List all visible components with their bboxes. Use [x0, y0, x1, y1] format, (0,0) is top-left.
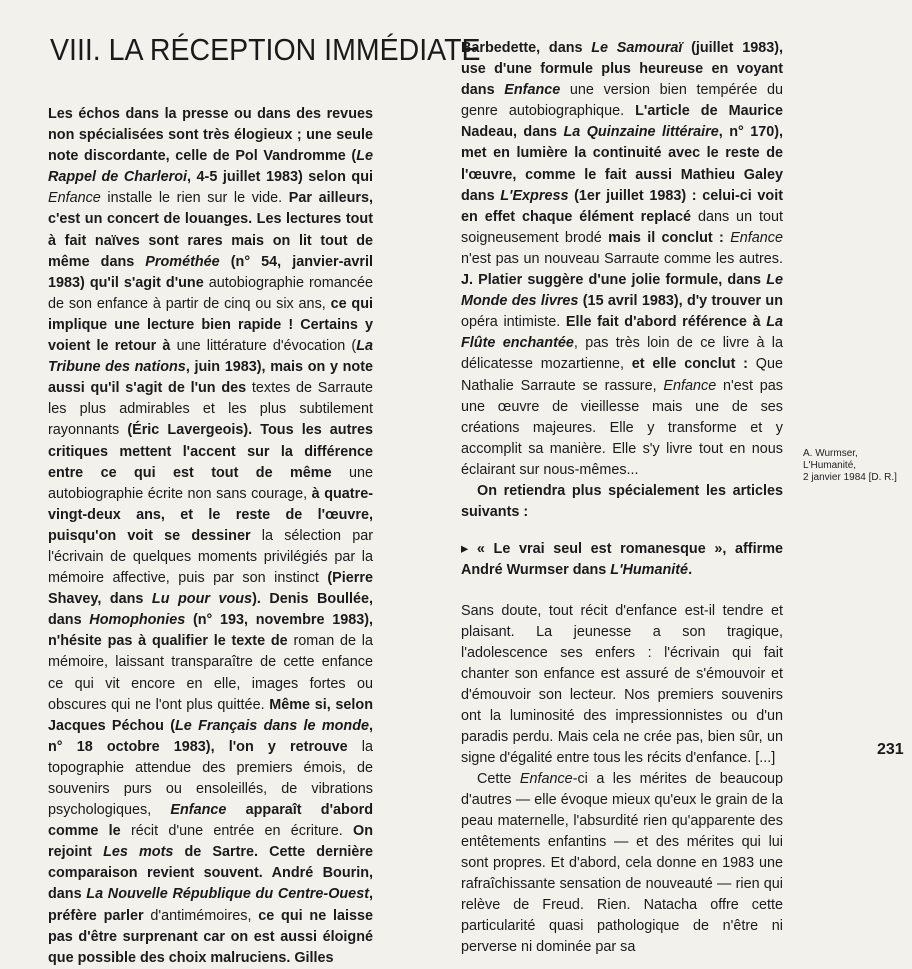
text-run: La Quinzaine littéraire	[563, 124, 719, 141]
text-run: -ci a les mérites de beaucoup d'autres — elle évoque mieux qu'eux le grain de la peau maternelle, l'absurdité rien qu'apparente des entêtements enfantins — et des mérites qui lui sont propres. Et d'abord, cela donne en 1983 une rafraîchissante sensation de nouveauté — rien qui relève de Freud. Rien. Natacha offre cette particularité quasi pathologique de n'être ni perverse ni dominée par sa	[461, 771, 783, 956]
text-run: Le Français dans le monde	[175, 717, 369, 734]
margin-note-line-2: 2 janvier 1984 [D. R.]	[803, 472, 897, 483]
text-run: n'est pas un nouveau Sarraute comme les autres.	[461, 250, 783, 267]
text-run: récit d'une entrée en écriture.	[130, 823, 354, 840]
text-run: , pas très loin de ce livre à la délicatesse mozartienne,	[461, 335, 783, 373]
text-run: mais il conclut :	[608, 229, 731, 246]
right-paragraph-1	[461, 38, 783, 481]
text-run: installe le rien sur le vide.	[100, 190, 289, 207]
lead-sentence: On retiendra plus spécialement les articles suivants :	[461, 482, 783, 521]
text-run: la sélection par l'écrivain de quelques moments privilégiés par la mémoire affective, puis par son instinct	[48, 527, 373, 587]
text-run: Enfance	[730, 229, 783, 246]
text-run: n'est pas une œuvre de vieillesse mais une de ses créations majeures. Elle y transforme et y accomplit sa manière. Elle s'y livre tout en nous éclairant sur nous-mêmes...	[461, 377, 784, 478]
text-run: (Éric Lavergeois). Tous les autres critiques mettent l'accent sur la différence entre ce qui est tout de même	[48, 422, 373, 481]
text-run: La Tribune des nations	[48, 338, 374, 376]
text-run: Par ailleurs, c'est un concert de louanges. Les lectures tout à fait naïves sont rares mais on lit tout de même dans	[48, 190, 373, 270]
text-run: Même si, selon Jacques Péchou (	[48, 696, 373, 734]
text-run: ce qui ne laisse pas d'être surprenant car on est aussi éloigné que possible des choix malruciens. Gilles	[48, 907, 373, 966]
quote-paragraph-2	[461, 769, 783, 958]
text-run: (n° 193, novembre 1983), n'hésite pas à qualifier le texte de	[48, 612, 373, 650]
text-run: de Sartre. Cette dernière comparaison revient souvent. André Bourin, dans	[48, 844, 373, 903]
text-run: Elle fait d'abord référence à	[565, 314, 767, 331]
margin-note	[803, 448, 912, 484]
text-run: une autobiographie écrite non sans courage,	[48, 464, 373, 502]
text-run: Le Monde des livres	[461, 272, 783, 310]
text-run: une version bien tempérée du genre autobiographique.	[461, 82, 783, 120]
text-run: La Nouvelle République du Centre-Ouest	[86, 886, 369, 903]
text-run: à quatre-vingt-deux ans, et le reste de l'œuvre, puisqu'on voit se dessiner	[48, 485, 373, 544]
text-run: d'antimémoires,	[150, 907, 259, 924]
left-column	[48, 104, 373, 969]
text-run: Barbedette, dans	[461, 40, 592, 56]
text-run: L'Humanité	[610, 562, 689, 579]
text-run: Le Rappel de Charleroi	[48, 148, 373, 186]
text-run: (15 avril 1983), d'y trouver un	[578, 293, 784, 310]
text-run: (juillet 1983), use d'une formule plus heureuse en voyant dans	[461, 40, 784, 99]
text-run: Les mots	[103, 844, 174, 861]
text-run: , juin 1983), mais on y note aussi qu'il s'agit de l'un des	[48, 359, 374, 397]
text-run: autobiographie romancée de son enfance à partir de cinq ou six ans,	[48, 274, 373, 312]
text-run: une littérature d'évocation (	[176, 338, 357, 355]
text-run: textes de Sarraute les plus admirables et les plus subtilement rayonnants	[48, 380, 374, 439]
text-run: J. Platier suggère d'une jolie formule, dans	[461, 272, 767, 289]
text-run: roman de la mémoire, laissant transparaître de cette enfance ce qui vit encore en elle, images fortes ou obscures qui ne l'ont plus quittée.	[48, 633, 373, 713]
text-run: Homophonies	[89, 612, 186, 629]
text-run: Prométhée	[145, 253, 220, 270]
text-run: dans un tout soigneusement brodé	[461, 208, 783, 246]
text-run: la topographie attendue des premiers émois, de souvenirs purs ou ensoleillés, de vibrations psychologiques,	[48, 738, 373, 819]
margin-note-line-1: A. Wurmser, L'Humanité,	[803, 448, 858, 471]
text-run: La Flûte enchantée	[461, 314, 784, 352]
text-run: L'article de Maurice Nadeau, dans	[461, 103, 783, 141]
text-run: L'Express	[500, 187, 569, 204]
text-run: ce qui implique une lecture bien rapide ! Certains y voient le retour à	[48, 295, 373, 355]
text-run: apparaît d'abord comme le	[48, 802, 373, 840]
text-run: Enfance	[663, 377, 717, 394]
text-run: , 4-5 juillet 1983) selon qui	[187, 169, 373, 186]
text-run: , n° 170), met en lumière la continuité avec le reste de l'œuvre, comme le fait aussi Mathieu Galey dans	[461, 124, 784, 204]
quote-paragraph-1	[461, 601, 783, 769]
text-run: Enfance	[170, 802, 227, 819]
text-run: On rejoint	[48, 823, 374, 861]
text-run: (1er juillet 1983) : celui-ci voit en effet chaque élément replacé	[461, 187, 783, 225]
text-run: ). Denis Boullée, dans	[48, 591, 374, 629]
text-run: (n° 54, janvier-avril 1983) qu'il s'agit d'une	[48, 253, 373, 291]
right-column	[461, 38, 783, 958]
bullet-text	[461, 539, 783, 581]
text-run: ▸ « Le vrai seul est romanesque », affirme André Wurmser dans	[461, 541, 783, 579]
quotation	[461, 601, 783, 958]
text-run: Que Nathalie Sarraute se rassure,	[461, 356, 783, 394]
text-run: Sans doute, tout récit d'enfance est-il tendre et plaisant. La jeunesse a son tragique, l'adolescence ses enfers : l'écrivain qui fait chanter son enfance est assuré de s'émouvoir et d'émouvoir son lecteur. Nos premiers souvenirs ont la luminosité des impressionnistes ou d'un paradis perdu. Mais cela ne crée pas, bien sûr, un signe d'égalité entre tous les récits d'enfance. [...]	[461, 603, 783, 767]
text-run: , préfère parler	[48, 886, 373, 924]
text-run: .	[688, 562, 693, 579]
text-run: (Pierre Shavey, dans	[48, 570, 373, 608]
page-number: 231	[877, 741, 904, 758]
bullet-item	[461, 539, 783, 581]
text-run: Enfance	[519, 771, 573, 788]
text-run: opéra intimiste.	[461, 314, 566, 331]
text-run: Les échos dans la presse ou dans des revues non spécialisées sont très élogieux ; une seule note discordante, celle de Pol Vandromme (	[48, 106, 373, 165]
left-paragraph	[48, 104, 373, 969]
text-run: Enfance	[504, 82, 561, 99]
text-run: Enfance	[48, 190, 101, 207]
text-run: et elle conclut :	[631, 356, 756, 373]
text-run: Le Samouraï	[591, 40, 683, 56]
text-run: Lu pour vous	[151, 591, 253, 608]
text-run: , n° 18 octobre 1983), l'on y retrouve	[48, 717, 373, 755]
text-run: Cette	[477, 771, 520, 788]
chapter-title: VIII. LA RÉCEPTION IMMÉDIATE	[50, 32, 481, 67]
